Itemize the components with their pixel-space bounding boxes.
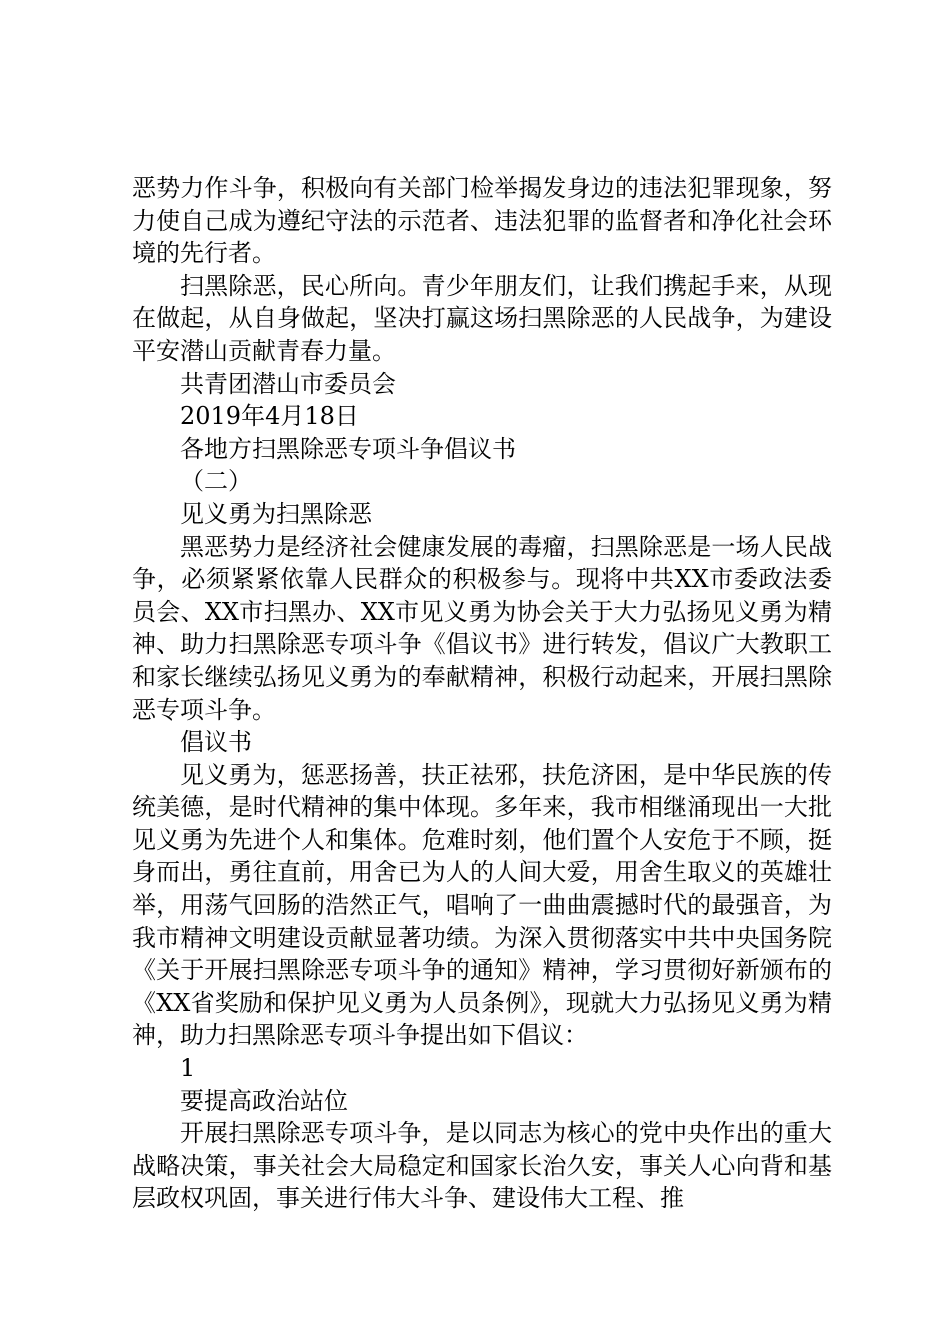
paragraph-intro: 黑恶势力是经济社会健康发展的毒瘤，扫黑除恶是一场人民战争，必须紧紧依靠人民群众的积极参与。现将中共XX市委政法委员会、XX市扫黑办、XX市见义勇为协会关于大力弘扬见义勇为精神、助力扫黑除恶专项斗争《倡议书》进行转发，倡议广大教职工和家长继续弘扬见义勇为的奉献精神，积极行动起来，开展扫黑除恶专项斗争。 xyxy=(132,532,832,724)
list-heading: 要提高政治站位 xyxy=(180,1086,348,1115)
paragraph-proposal: 见义勇为，惩恶扬善，扶正祛邪，扶危济困，是中华民族的传统美德，是时代精神的集中体现。多年来，我市相继涌现出一大批见义勇为先进个人和集体。危难时刻，他们置个人安危于不顾，挺身而出，勇往直前，用舍已为人的人间大爱，用舍生取义的英雄壮举，用荡气回肠的浩然正气，唱响了一曲曲震撼时代的最强音，为我市精神文明建设贡献显著功绩。为深入贯彻落实中共中央国务院《关于开展扫黑除恶专项斗争的通知》精神，学习贯彻好新颁布的《XX省奖励和保护见义勇为人员条例》，现就大力弘扬见义勇为精神，助力扫黑除恶专项斗争提出如下倡议： xyxy=(132,760,832,1050)
document-body xyxy=(132,172,832,1215)
paragraph-continuation: 恶势力作斗争，积极向有关部门检举揭发身边的违法犯罪现象，努力使自己成为遵纪守法的示范者、违法犯罪的监督者和净化社会环境的先行者。 xyxy=(132,174,832,268)
signature-organization: 共青团潜山市委员会 xyxy=(180,369,396,398)
section-number: （二） xyxy=(180,467,252,496)
heading-proposal: 倡议书 xyxy=(180,728,252,757)
list-number: 1 xyxy=(180,1054,196,1083)
paragraph-conclusion: 扫黑除恶，民心所向。青少年朋友们，让我们携起手来，从现在做起，从自身做起，坚决打赢这场扫黑除恶的人民战争，为建设平安潜山贡献青春力量。 xyxy=(132,271,832,365)
paragraph-body: 开展扫黑除恶专项斗争，是以同志为核心的党中央作出的重大战略决策，事关社会大局稳定和国家长治久安，事关人心向背和基层政权巩固，事关进行伟大斗争、建设伟大工程、推 xyxy=(132,1119,832,1213)
signature-date: 2019年4月18日 xyxy=(180,402,359,431)
section-title: 各地方扫黑除恶专项斗争倡议书 xyxy=(180,434,516,463)
section-subtitle: 见义勇为扫黑除恶 xyxy=(180,499,372,528)
